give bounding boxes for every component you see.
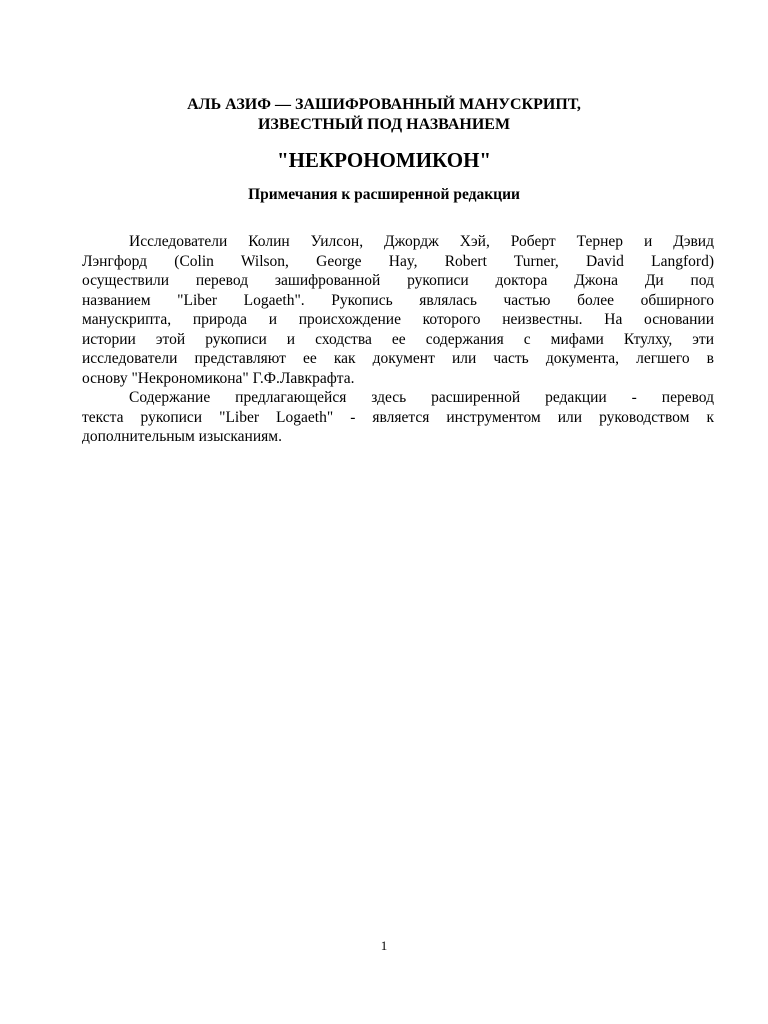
paragraph-line: истории этой рукописи и сходства ее содержания с мифами Ктулху, эти: [82, 330, 714, 348]
body-text: [82, 232, 714, 447]
paragraph-line: текста рукописи "Liber Logaeth" - является инструментом или руководством к: [82, 408, 714, 426]
paragraph-line: осуществили перевод зашифрованной рукописи доктора Джона Ди под: [82, 272, 714, 289]
paragraph-line: исследователи представляют ее как документ или часть документа, легшего в: [82, 350, 714, 367]
paragraph-line: Содержание предлагающейся здесь расширенной редакции - перевод: [129, 389, 714, 406]
header-line-2: ИЗВЕСТНЫЙ ПОД НАЗВАНИЕМ: [257, 116, 511, 133]
paragraph-line: основу "Некрономикона" Г.Ф.Лавкрафта.: [82, 369, 355, 387]
paragraph-1: [82, 232, 714, 388]
page-number: 1: [380, 938, 388, 953]
paragraph-line: названием "Liber Logaeth". Рукопись являлась частью более обширного: [82, 291, 714, 309]
document-title: "НЕКРОНОМИКОН": [276, 148, 492, 172]
paragraph-line: манускрипта, природа и происхождение которого неизвестны. На основании: [82, 311, 714, 328]
paragraph-2: [82, 388, 714, 447]
paragraph-line: Лэнгфорд (Colin Wilson, George Hay, Robert Turner, David Langford): [82, 252, 714, 270]
header-line-1: АЛЬ АЗИФ — ЗАШИФРОВАННЫЙ МАНУСКРИПТ,: [187, 96, 581, 113]
paragraph-line: дополнительным изысканиям.: [82, 428, 282, 445]
paragraph-line: Исследователи Колин Уилсон, Джордж Хэй, Роберт Тернер и Дэвид: [129, 233, 714, 250]
document-subtitle: Примечания к расширенной редакции: [248, 186, 520, 203]
